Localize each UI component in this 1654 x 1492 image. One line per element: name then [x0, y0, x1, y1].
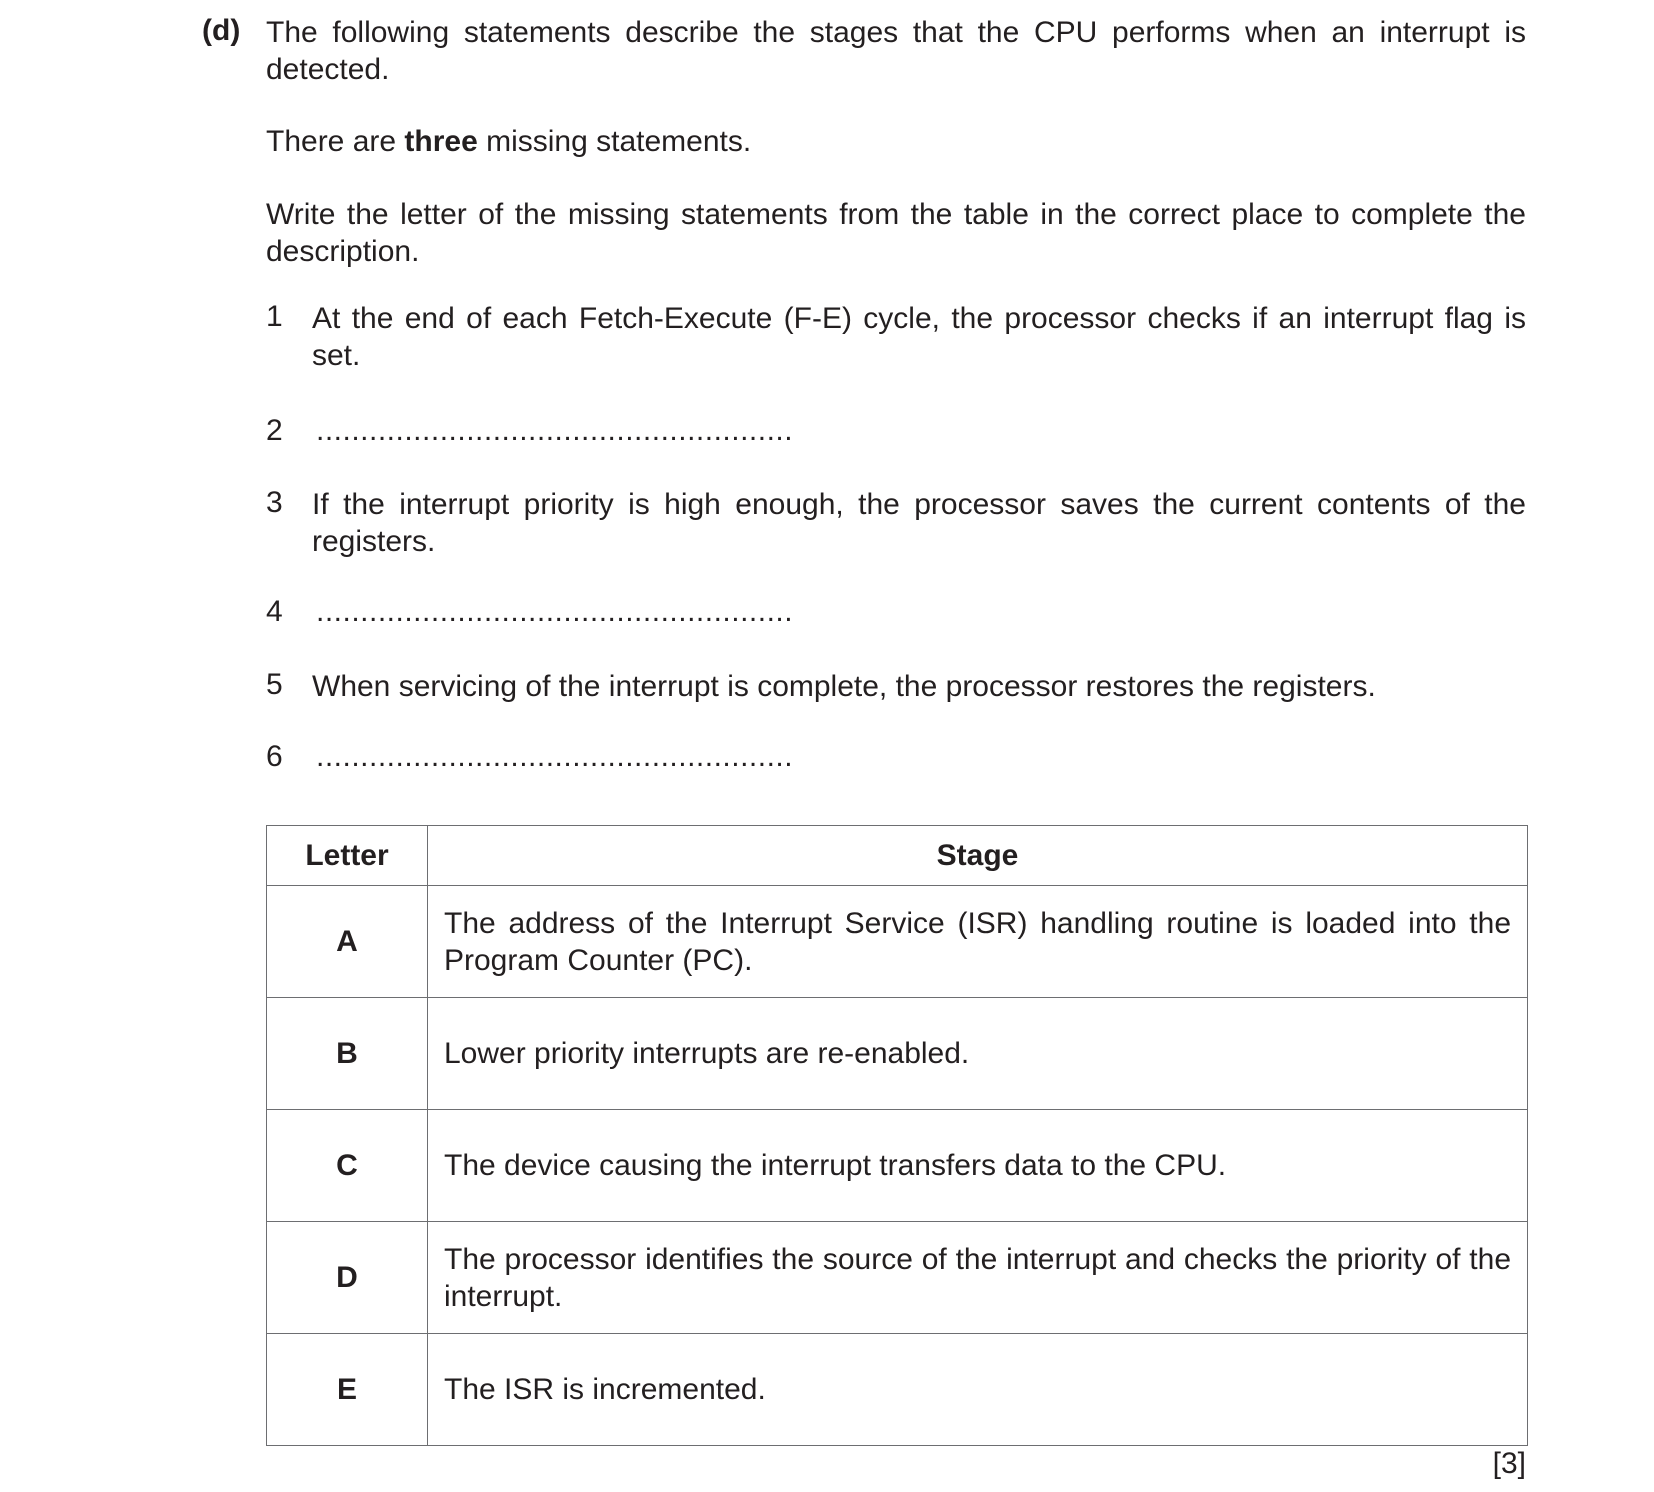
statement-number: 2 — [266, 414, 283, 447]
question-intro: The following statements describe the stages that the CPU performs when an interrupt is detected. — [266, 16, 1526, 86]
statement-number: 6 — [266, 740, 283, 773]
answer-blank[interactable]: ...................................................... — [316, 414, 794, 447]
header-stage: Stage — [428, 826, 1528, 886]
header-letter: Letter — [267, 826, 428, 886]
missing-bold: three — [404, 125, 478, 158]
row-stage: The device causing the interrupt transfers data to the CPU. — [428, 1110, 1528, 1222]
table-row — [267, 1222, 1528, 1334]
marks-label: [3] — [1492, 1447, 1526, 1480]
table-row — [267, 886, 1528, 998]
statement-text: When servicing of the interrupt is complete, the processor restores the registers. — [312, 670, 1376, 703]
answer-blank[interactable]: ...................................................... — [316, 595, 794, 628]
instruction-text: Write the letter of the missing statements from the table in the correct place to complete the description. — [266, 198, 1526, 268]
statement-number: 1 — [266, 300, 283, 333]
statement-text: If the interrupt priority is high enough, the processor saves the current contents of the registers. — [312, 488, 1526, 558]
row-stage: The address of the Interrupt Service (ISR) handling routine is loaded into the Program Counter (PC). — [428, 886, 1528, 998]
row-stage: The processor identifies the source of the interrupt and checks the priority of the interrupt. — [428, 1222, 1528, 1334]
statement-number: 3 — [266, 486, 283, 519]
table-header-row — [267, 826, 1528, 886]
statement-text: At the end of each Fetch-Execute (F-E) cycle, the processor checks if an interrupt flag is set. — [312, 302, 1526, 372]
missing-prefix: There are — [266, 125, 405, 158]
stages-table — [266, 825, 1528, 1446]
row-stage: Lower priority interrupts are re-enabled. — [428, 998, 1528, 1110]
missing-count-text — [266, 123, 1526, 160]
row-letter: E — [267, 1334, 428, 1446]
row-letter: A — [267, 886, 428, 998]
table-row — [267, 1334, 1528, 1446]
row-letter: D — [267, 1222, 428, 1334]
row-stage: The ISR is incremented. — [428, 1334, 1528, 1446]
statement-number: 5 — [266, 668, 283, 701]
missing-suffix: missing statements. — [477, 125, 752, 158]
question-label: (d) — [202, 14, 241, 47]
answer-blank[interactable]: ...................................................... — [316, 740, 794, 773]
statement-number: 4 — [266, 595, 283, 628]
row-letter: C — [267, 1110, 428, 1222]
row-letter: B — [267, 998, 428, 1110]
table-row — [267, 998, 1528, 1110]
table-row — [267, 1110, 1528, 1222]
